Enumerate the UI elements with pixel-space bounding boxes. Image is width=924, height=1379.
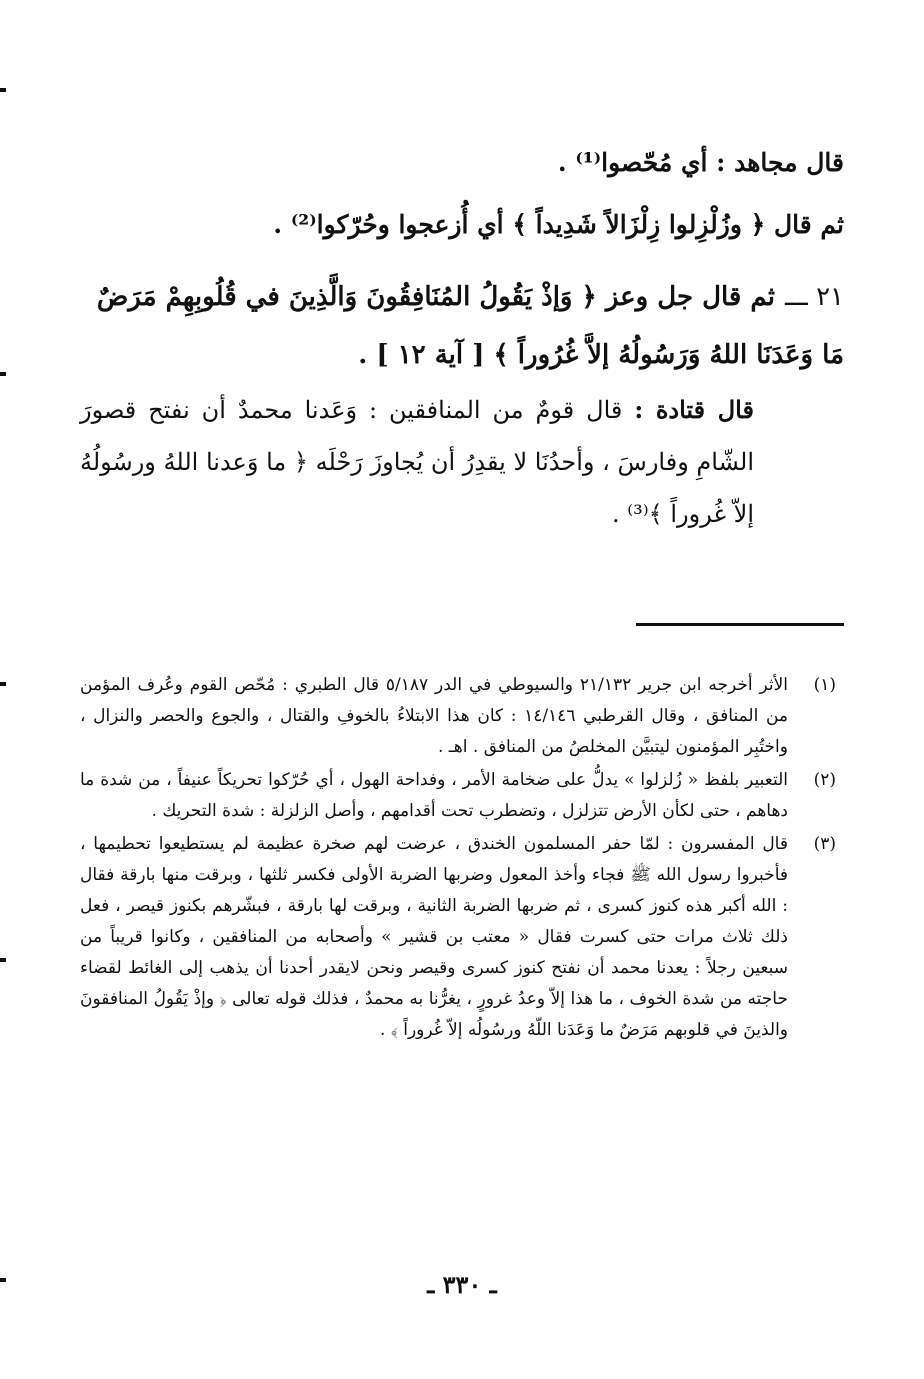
scan-mark (0, 1278, 6, 1282)
scan-mark (0, 682, 6, 686)
footnote-text: الأثر أخرجه ابن جرير ٢١/١٣٢ والسيوطي في الدر ٥/١٨٧ قال الطبري : مُحّص القوم وعُرف المؤمن من المنافق ، وقال القرطبي ١٤/١٤٦ : كان هذا الابتلاءُ بالخوفِ والقتال ، والجوع والحصر والنزال ، واختُبِر المؤمنون ليتبيَّن المخلصُ من المنافق . اهـ . (80, 675, 789, 757)
verse-line-zulzilu: ثم قال ﴿ وزُلْزِلوا زِلْزَالاً شَدِيداً ﴾ أي أُزعجوا وحُرّكوا⁽²⁾ . (273, 210, 844, 239)
footnote-item (80, 829, 836, 1046)
verse-text: ثم قال جل وعز ﴿ وَإذْ يَقُولُ المُنَافِقُونَ وَالَّذِينَ في قُلُوبِهِمْ مَرَضٌ مَا وَعَدَنَا اللهُ وَرَسُولُهُ إلاَّ غُرُوراً ﴾ [ آية ١٢ ] . (96, 282, 844, 370)
qatada-text: قال قومٌ من المنافقين : وَعَدنا محمدٌ أن نفتح قصورَ الشّامِ وفارسَ ، وأحدُنَا لا يقدِرُ أن يُجاوزَ رَحْلَه ﴿ ما وَعدنا اللهُ ورسُولُهُ إلاّ غُروراً ﴾⁽³⁾ . (80, 396, 754, 528)
verse-number: ٢١ ـــ (784, 282, 844, 312)
footnote-separator (636, 623, 844, 626)
footnote-text: قال المفسرون : لمّا حفر المسلمون الخندق ، عرضت لهم صخرة عظيمة لم يستطيعوا تحطيمها ، فأخبروا رسول الله ﷺ فجاء وأخذ المعول وضربها الضربة الأولى فكسر ثلثها ، وبرقت منها بارقة فقال : الله أكبر هذه كنوز كسرى ، ثم ضربها الضربة الثانية ، وبرقت لها بارقة ، فبشّرهم بكنوز قيصر ، فعل ذلك ثلاث مرات حتى كسرت فقال « معتب بن قشير » وأصحابه من المنافقين ، وكانوا قريباً من سبعين رجلاً : يعدنا محمد أن نفتح كنوز كسرى وقيصر ونحن لايقدر أحدنا أن يذهب إلى الغائط لقضاء حاجته من شدة الخوف ، ما هذا إلاّ وعدُ غرورٍ ، يغرُّنا به محمدٌ ، فذلك قوله تعالى ﴿ وإذْ يَقُولُ المنافقونَ والذينَ في قلوبهم مَرَضٌ ما وَعَدَنا اللّهُ ورسُولُه إلاّ غُروراً ﴾ . (80, 834, 788, 1040)
footnotes (80, 670, 836, 1048)
scan-mark (0, 88, 6, 92)
footnote-number: (٣) (813, 834, 836, 854)
footnote-text: التعبير بلفظ « زُلزلوا » يدلُّ على ضخامة الأمر ، وفداحة الهول ، أي حُرّكوا تحريكاً عنيفاً ، من شدة ما دهاهم ، حتى لكأن الأرض تتزلزل ، وتضطرب تحت أقدامهم ، وأصل الزلزلة : شدة التحريك . (80, 770, 788, 821)
verse-21 (80, 268, 844, 384)
footnote-item (80, 765, 836, 827)
footnote-item (80, 670, 836, 763)
qatada-paragraph (80, 384, 754, 540)
page-number: ـ ٣٣٠ ـ (427, 1270, 497, 1299)
scan-mark (0, 372, 6, 376)
qatada-lead: قال قتادة : (634, 395, 754, 424)
mujahid-line: قال مجاهد : أي مُحّصوا⁽¹⁾ . (557, 148, 844, 177)
footnote-number: (٢) (813, 770, 836, 790)
scan-mark (0, 958, 6, 962)
footnote-number: (١) (813, 675, 836, 695)
